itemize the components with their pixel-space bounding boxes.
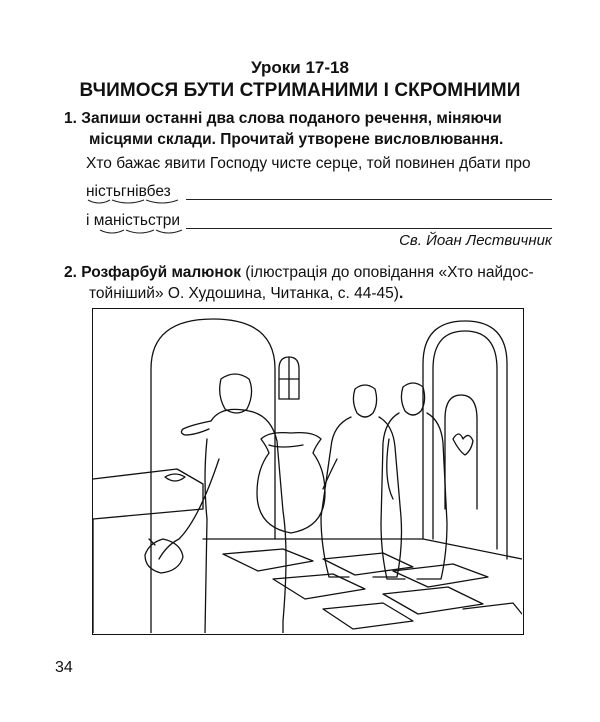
task-1-number: 1. xyxy=(64,110,77,127)
lesson-number: Уроки 17-18 xyxy=(251,58,349,77)
answer-line-2[interactable] xyxy=(186,228,552,229)
task-2-number: 2. xyxy=(64,264,77,281)
servant-figure xyxy=(145,374,286,633)
task-2-text-line2: тойніший» О. Худошина, Читанка, с. 44-45) xyxy=(89,285,399,302)
big-jug xyxy=(257,433,325,533)
task-2-bold-text: Розфарбуй малюнок xyxy=(81,264,241,281)
table xyxy=(93,469,203,633)
coloring-picture[interactable] xyxy=(92,308,524,635)
task-2-end-period: . xyxy=(398,285,404,302)
task-2-instruction xyxy=(64,262,556,304)
scrambled-word-1: нiстьгнiвбез xyxy=(86,183,171,200)
page-number: 34 xyxy=(55,659,73,676)
answer-line-1[interactable] xyxy=(186,199,552,200)
syllable-arcs-1 xyxy=(86,199,186,207)
task-1-sentence: Хто бажає явити Господу чисте серце, той повинен дбати про xyxy=(86,155,531,172)
lesson-title: ВЧИМОСЯ БУТИ СТРИМАНИМИ І СКРОМНИМИ xyxy=(79,80,521,101)
task-1-text-line2: місцями склади. Прочитай утворене висловлювання. xyxy=(89,131,504,148)
quote-author: Св. Йоан Лествичник xyxy=(399,232,552,249)
two-men xyxy=(321,383,447,579)
scrambled-word-2: і маністьстри xyxy=(86,212,181,229)
task-2-text-line1: (ілюстрація до оповідання «Хто найдос- xyxy=(241,264,534,281)
floor-tiles xyxy=(203,539,522,629)
right-arch xyxy=(423,321,507,559)
window xyxy=(279,357,299,399)
syllable-arcs-2 xyxy=(98,229,188,237)
task-1-instruction xyxy=(64,108,556,150)
task-1-text-line1: Запиши останні два слова поданого речення, міняючи xyxy=(81,110,502,127)
